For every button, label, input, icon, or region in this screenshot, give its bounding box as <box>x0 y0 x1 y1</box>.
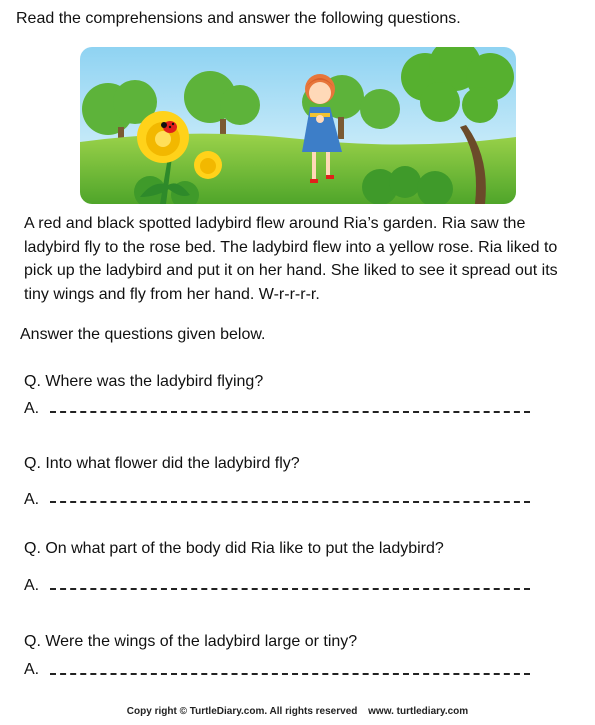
instructions: Read the comprehensions and answer the following questions. <box>16 10 461 27</box>
answer-line-4[interactable] <box>50 673 530 675</box>
question-1: Q. Where was the ladybird flying? <box>24 373 264 390</box>
site-link[interactable]: www. turtlediary.com <box>368 706 469 717</box>
footer <box>0 706 595 717</box>
answer-instructions: Answer the questions given below. <box>20 326 266 343</box>
question-4: Q. Were the wings of the ladybird large or tiny? <box>24 633 358 650</box>
answer-line-1[interactable] <box>50 411 530 413</box>
answer-line-2[interactable] <box>50 501 530 503</box>
copyright-text: Copy right © TurtleDiary.com. All rights reserved <box>126 706 358 717</box>
reading-passage: A red and black spotted ladybird flew around Ria’s garden. Ria saw the ladybird fly to the rose bed. The ladybird flew into a yellow rose. Ria liked to pick up the ladybird and put it on her hand. She liked to see it spread out its tiny wings and fly from her hand. W-r-r-r-r. <box>24 215 558 303</box>
garden-illustration <box>80 47 516 204</box>
answer-label-3: A. <box>24 577 40 594</box>
answer-line-3[interactable] <box>50 588 530 590</box>
question-3: Q. On what part of the body did Ria like to put the ladybird? <box>24 540 444 557</box>
answer-label-1: A. <box>24 400 40 417</box>
answer-label-2: A. <box>24 491 40 508</box>
question-2: Q. Into what flower did the ladybird fly? <box>24 455 300 472</box>
answer-label-4: A. <box>24 661 40 678</box>
